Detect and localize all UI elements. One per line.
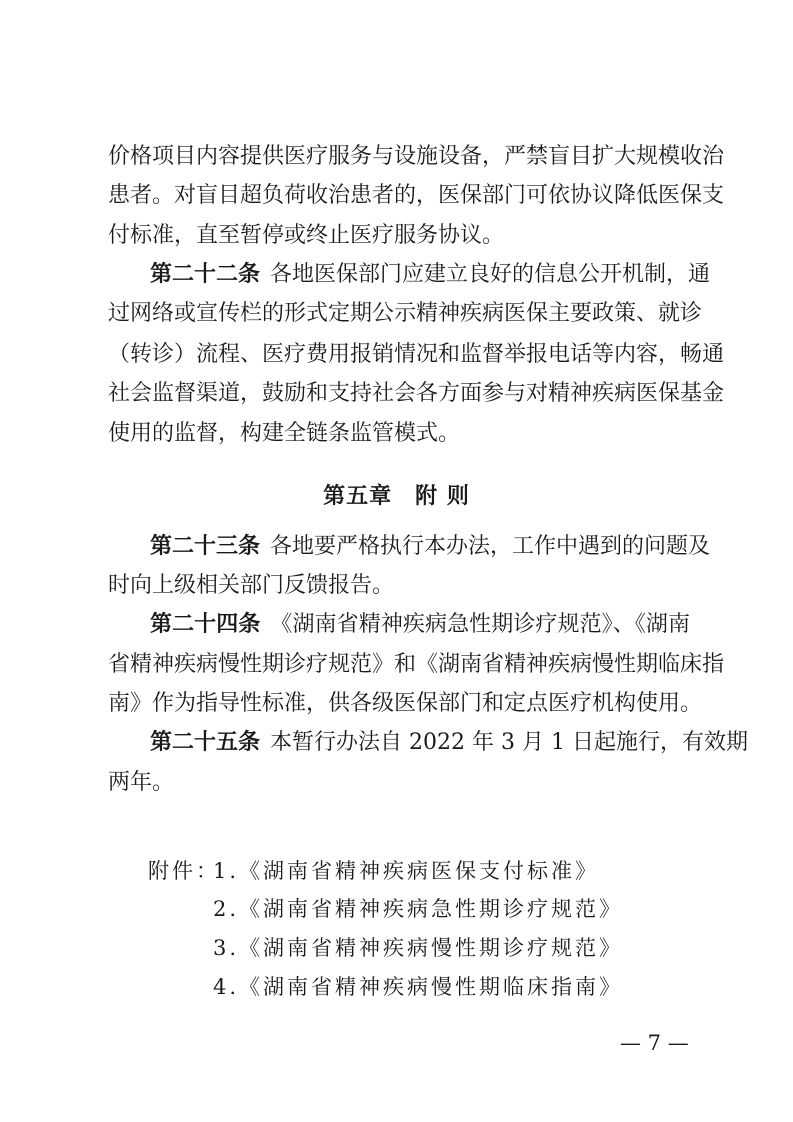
- line-text: 南》作为指导性标准，供各级医保部门和定点医疗机构使用。: [108, 691, 703, 716]
- paragraph-line: [108, 420, 690, 448]
- page-number: — 7 —: [620, 1031, 689, 1055]
- line-text: 省精神疾病慢性期诊疗规范》和《湖南省精神疾病慢性期临床指: [108, 652, 725, 677]
- paragraph-line: [150, 729, 748, 757]
- line-text: 价格项目内容提供医疗服务与设施设备，严禁盲目扩大规模收治: [108, 144, 725, 169]
- line-text: 两年。: [108, 770, 175, 795]
- paragraph-line: [108, 690, 703, 718]
- paragraph-line: [150, 533, 711, 561]
- paragraph-line: [108, 341, 725, 369]
- line-text: 时向上级相关部门反馈报告。: [108, 573, 395, 598]
- paragraph-line: [108, 572, 690, 600]
- article-number: 第二十四条: [150, 612, 261, 637]
- line-text: 患者。对盲目超负荷收治患者的，医保部门可依协议降低医保支: [108, 183, 725, 208]
- attachment-item: 4.《湖南省精神疾病慢性期临床指南》: [213, 975, 624, 999]
- paragraph-line: [150, 611, 690, 639]
- attachment-item: 1.《湖南省精神疾病医保支付标准》: [213, 859, 600, 883]
- attachments-label: 附件：: [148, 859, 220, 883]
- paragraph-line: [108, 300, 703, 328]
- paragraph-line: [108, 222, 690, 250]
- article-number: 第二十二条: [150, 262, 261, 287]
- paragraph-line: [108, 380, 725, 408]
- paragraph-line: [108, 651, 725, 679]
- line-text: 本暂行办法自 2022 年 3 月 1 日起施行，有效期: [270, 730, 748, 755]
- attachment-item: 2.《湖南省精神疾病急性期诊疗规范》: [213, 897, 624, 921]
- line-text: 各地要严格执行本办法，工作中遇到的问题及: [270, 534, 711, 559]
- line-text: 付标准，直至暂停或终止医疗服务协议。: [108, 223, 505, 248]
- paragraph-line: [108, 769, 690, 797]
- line-text: 过网络或宣传栏的形式定期公示精神疾病医保主要政策、就诊: [108, 301, 703, 326]
- line-text: 《湖南省精神疾病急性期诊疗规范》、《湖南: [270, 612, 690, 637]
- paragraph-line: [108, 182, 725, 210]
- attachment-item: 3.《湖南省精神疾病慢性期诊疗规范》: [213, 936, 624, 960]
- paragraph-line: [150, 261, 711, 289]
- article-number: 第二十三条: [150, 534, 261, 559]
- chapter-heading: 第五章 附 则: [323, 484, 470, 509]
- line-text: （转诊）流程、医疗费用报销情况和监督举报电话等内容，畅通: [108, 342, 725, 367]
- line-text: 各地医保部门应建立良好的信息公开机制，通: [270, 262, 711, 287]
- article-number: 第二十五条: [150, 730, 261, 755]
- paragraph-line: [108, 143, 725, 171]
- line-text: 社会监督渠道，鼓励和支持社会各方面参与对精神疾病医保基金: [108, 381, 725, 406]
- line-text: 使用的监督，构建全链条监管模式。: [108, 421, 461, 446]
